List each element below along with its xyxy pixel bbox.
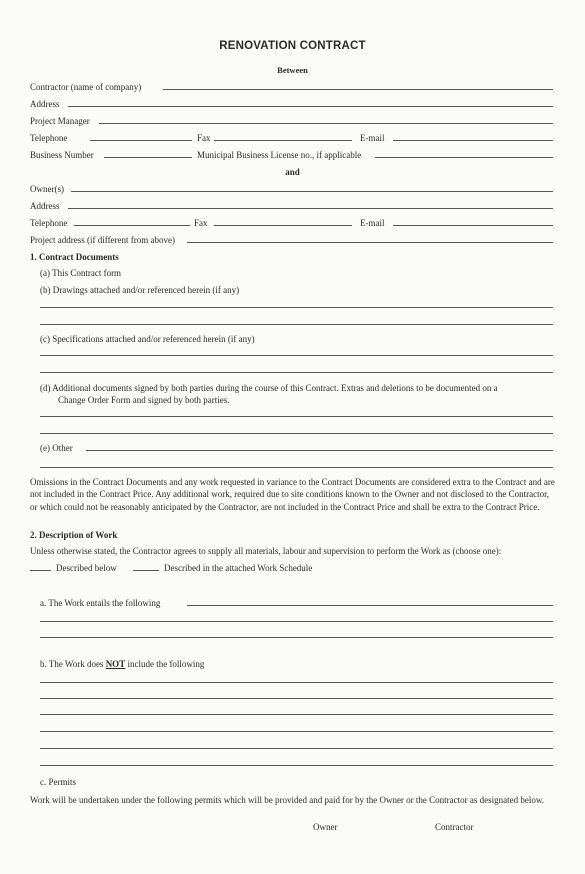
owner-field[interactable] [71, 191, 553, 192]
project-address-label: Project address (if different from above) [30, 235, 176, 245]
owner-fax-field[interactable] [214, 225, 352, 226]
owner-label: Owner(s) [30, 184, 64, 194]
item-c-label: (c) Specifications attached and/or referenced herein (if any) [40, 334, 255, 344]
project-address-field[interactable] [187, 242, 553, 243]
owner-address-label: Address [30, 201, 60, 211]
owner-telephone-field[interactable] [74, 225, 190, 226]
other-line-1[interactable] [86, 450, 553, 451]
license-label: Municipal Business License no., if applicable [197, 150, 362, 160]
item-b-label: (b) Drawings attached and/or referenced herein (if any) [40, 285, 240, 295]
license-field[interactable] [375, 157, 553, 158]
option-work-schedule-blank[interactable] [133, 570, 159, 571]
work-excludes-line-2[interactable] [40, 698, 553, 699]
option-described-below-label: Described below [56, 563, 117, 573]
option-described-below-blank[interactable] [30, 570, 51, 571]
other-line-2[interactable] [40, 467, 553, 468]
section1-heading: 1. Contract Documents [30, 252, 119, 262]
additional-docs-line-1[interactable] [40, 416, 553, 417]
omissions-paragraph: Omissions in the Contract Documents and any work requested in variance to the Contract Documents are considered extra to the Contract and are not included in the Contract Price. Any additional work, required due to site conditions known to the Owner and not disclosed to the Contractor, or which could not be reasonably anticipated by the Contractor, are not included in the Contract Price and shall be extra to the Contract Price. [30, 477, 555, 512]
contractor-email-field[interactable] [393, 140, 553, 141]
work-excludes-line-5[interactable] [40, 748, 553, 749]
and-label: and [285, 167, 300, 177]
work-excludes-line-1[interactable] [40, 682, 553, 683]
specifications-line-2[interactable] [40, 372, 553, 373]
owner-email-label: E-mail [360, 218, 385, 228]
project-manager-field[interactable] [99, 123, 553, 124]
work-excludes-line-4[interactable] [40, 731, 553, 732]
specifications-line-1[interactable] [40, 355, 553, 356]
drawings-line-2[interactable] [40, 324, 553, 325]
contractor-address-field[interactable] [68, 106, 553, 107]
work-entails-line-2[interactable] [40, 621, 553, 622]
contractor-name-field[interactable] [163, 89, 553, 90]
page-title: RENOVATION CONTRACT [219, 40, 366, 52]
additional-docs-line-2[interactable] [40, 433, 553, 434]
item-d-label: (d) Additional documents signed by both parties during the course of this Contract. Extras and deletions to be documented on a [40, 383, 498, 393]
work-entails-line-1[interactable] [187, 605, 553, 606]
not-emphasis: NOT [105, 659, 126, 669]
work-entails-label: a. The Work entails the following [40, 598, 161, 608]
work-excludes-line-6[interactable] [40, 765, 553, 766]
contractor-address-label: Address [30, 99, 60, 109]
section2-heading: 2. Description of Work [30, 530, 118, 540]
permits-label: c. Permits [40, 777, 76, 787]
option-work-schedule-label: Described in the attached Work Schedule [164, 563, 313, 573]
contractor-name-label: Contractor (name of company) [30, 82, 142, 92]
contractor-fax-field[interactable] [214, 140, 352, 141]
business-number-field[interactable] [104, 157, 192, 158]
contractor-fax-label: Fax [197, 133, 211, 143]
owner-telephone-label: Telephone [30, 218, 68, 228]
section2-intro: Unless otherwise stated, the Contractor agrees to supply all materials, labour and supervision to perform the Work as (choose one): [30, 546, 502, 556]
owner-email-field[interactable] [393, 225, 553, 226]
business-number-label: Business Number [30, 150, 94, 160]
item-a-label: (a) This Contract form [40, 268, 122, 278]
work-excludes-line-3[interactable] [40, 714, 553, 715]
work-entails-line-3[interactable] [40, 637, 553, 638]
contractor-column-header: Contractor [435, 822, 474, 832]
contractor-telephone-field[interactable] [90, 140, 192, 141]
between-label: Between [277, 65, 308, 75]
owner-fax-label: Fax [194, 218, 208, 228]
contractor-email-label: E-mail [360, 133, 385, 143]
owner-column-header: Owner [313, 822, 338, 832]
project-manager-label: Project Manager [30, 116, 90, 126]
drawings-line-1[interactable] [40, 307, 553, 308]
item-d-label-continued: Change Order Form and signed by both parties. [58, 395, 230, 405]
item-e-label: (e) Other [40, 443, 73, 453]
contractor-telephone-label: Telephone [30, 133, 68, 143]
work-excludes-label: b. The Work does NOT include the following [40, 659, 205, 669]
owner-address-field[interactable] [68, 208, 553, 209]
permits-paragraph: Work will be undertaken under the following permits which will be provided and paid for by the Owner or the Contractor as designated below. [30, 795, 545, 805]
